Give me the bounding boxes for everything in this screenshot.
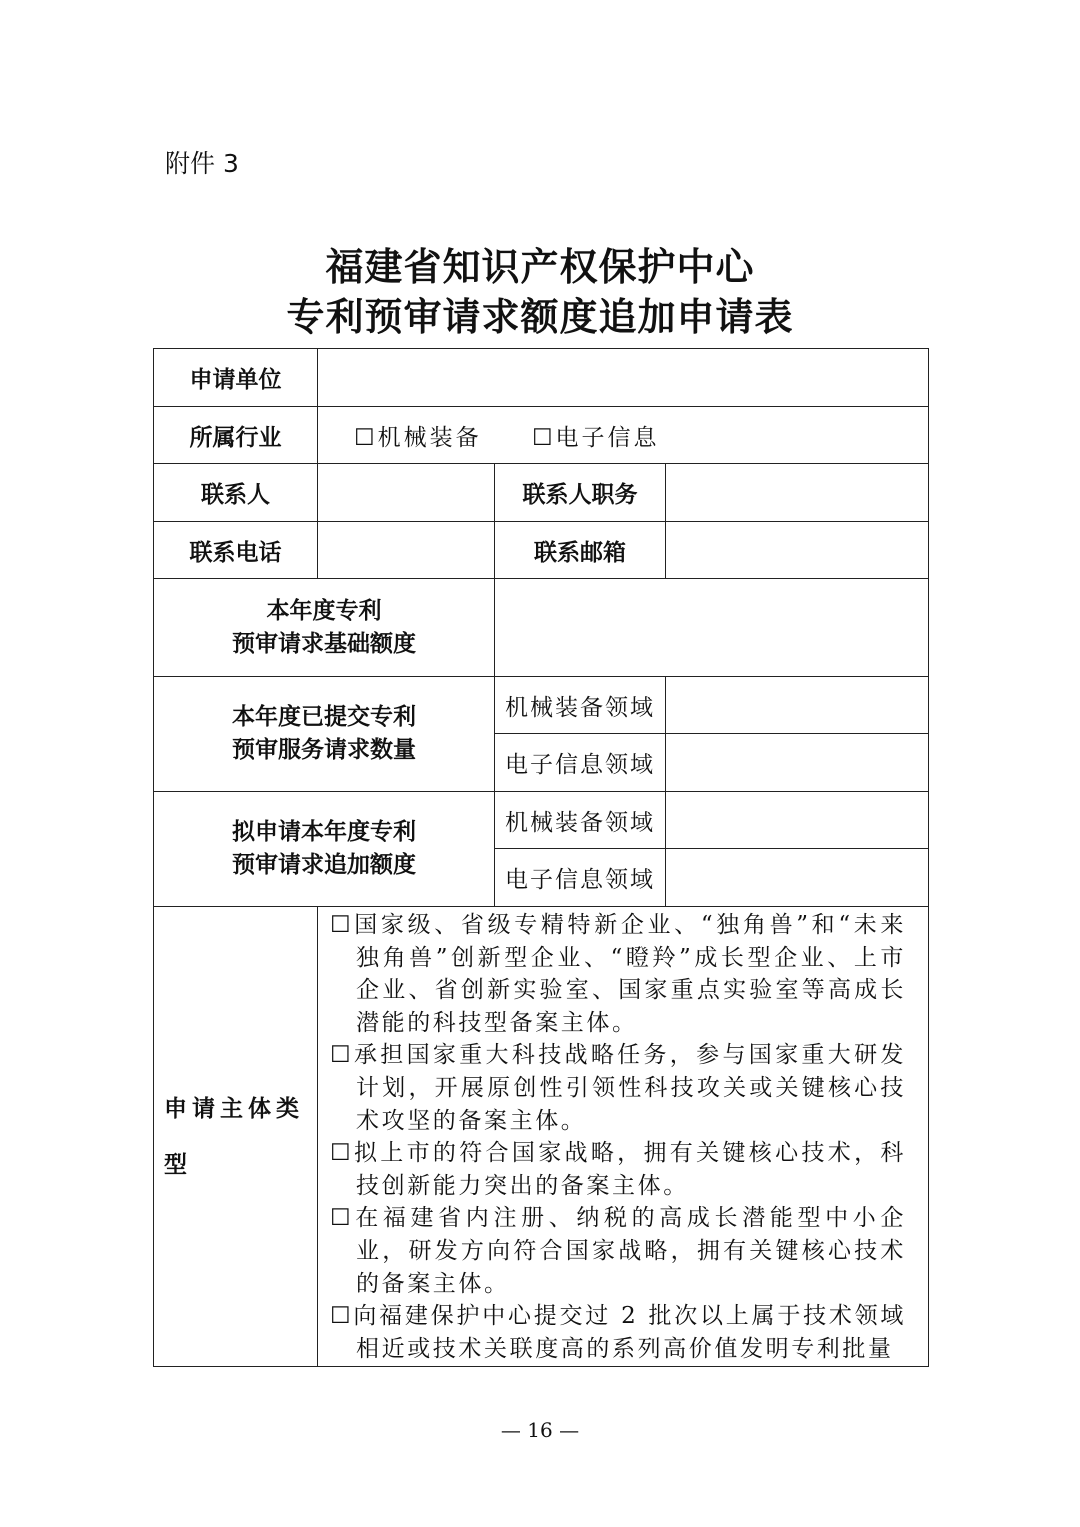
email-label: 联系邮箱 xyxy=(495,522,666,579)
industry-checkbox-electronic[interactable]: ☐电子信息 xyxy=(531,424,660,451)
additional-elec-field[interactable] xyxy=(666,849,929,907)
applicant-type-label xyxy=(154,907,318,1367)
submitted-elec-domain-label: 电子信息领域 xyxy=(495,734,666,792)
page-title-line2: 专利预审请求额度追加申请表 xyxy=(286,294,794,339)
applicant-type-options xyxy=(318,907,929,1367)
submitted-label-line2: 预审服务请求数量 xyxy=(232,737,416,763)
row-contact xyxy=(154,464,929,522)
applicant-field[interactable] xyxy=(318,349,929,407)
row-additional-mech xyxy=(154,792,929,849)
base-quota-label-line2: 预审请求基础额度 xyxy=(232,630,416,657)
additional-elec-domain-label: 电子信息领域 xyxy=(495,849,666,907)
applicant-type-label-line2: 型 xyxy=(164,1151,192,1178)
attachment-label: 附件 3 xyxy=(165,149,239,178)
contact-field[interactable] xyxy=(318,464,495,522)
additional-mech-field[interactable] xyxy=(666,792,929,849)
industry-checkbox-mechanical[interactable]: ☐机械装备 xyxy=(354,424,482,451)
phone-label: 联系电话 xyxy=(154,522,318,579)
applicant-type-option-3[interactable]: ☐拟上市的符合国家战略，拥有关键核心技术，科技创新能力突出的备案主体。 xyxy=(330,1140,906,1199)
additional-quota-label xyxy=(154,792,495,907)
application-form-table xyxy=(153,348,929,1367)
additional-mech-domain-label: 机械装备领域 xyxy=(495,792,666,849)
row-base-quota xyxy=(154,579,929,677)
submitted-count-label xyxy=(154,677,495,792)
applicant-type-option-1[interactable]: ☐国家级、省级专精特新企业、“独角兽”和“未来独角兽”创新型企业、“瞪羚”成长型企业、上市企业、省创新实验室、国家重点实验室等高成长潜能的科技型备案主体。 xyxy=(330,912,906,1036)
additional-label-line2: 预审请求追加额度 xyxy=(232,852,416,878)
submitted-mech-domain-label: 机械装备领域 xyxy=(495,677,666,734)
applicant-type-option-4[interactable]: ☐在福建省内注册、纳税的高成长潜能型中小企业，研发方向符合国家战略，拥有关键核心技术的备案主体。 xyxy=(330,1205,906,1297)
email-field[interactable] xyxy=(666,522,929,579)
industry-options xyxy=(318,407,929,464)
base-quota-field[interactable] xyxy=(495,579,929,677)
row-applicant xyxy=(154,349,929,407)
row-phone xyxy=(154,522,929,579)
industry-label: 所属行业 xyxy=(154,407,318,464)
submitted-mech-field[interactable] xyxy=(666,677,929,734)
contact-title-field[interactable] xyxy=(666,464,929,522)
row-applicant-type xyxy=(154,907,929,1367)
page-number: — 16 — xyxy=(500,1418,580,1442)
base-quota-label-line1: 本年度专利 xyxy=(266,597,382,624)
submitted-label-line1: 本年度已提交专利 xyxy=(232,704,416,730)
submitted-elec-field[interactable] xyxy=(666,734,929,792)
row-industry xyxy=(154,407,929,464)
base-quota-label xyxy=(154,579,495,677)
contact-label: 联系人 xyxy=(154,464,318,522)
applicant-type-option-5[interactable]: ☐向福建保护中心提交过 2 批次以上属于技术领域相近或技术关联度高的系列高价值发明专利批量 xyxy=(330,1303,906,1362)
additional-label-line1: 拟申请本年度专利 xyxy=(232,819,416,845)
applicant-label: 申请单位 xyxy=(154,349,318,407)
applicant-type-option-2[interactable]: ☐承担国家重大科技战略任务，参与国家重大研发计划，开展原创性引领性科技攻关或关键核心技术攻坚的备案主体。 xyxy=(330,1042,906,1134)
contact-title-label: 联系人职务 xyxy=(495,464,666,522)
applicant-type-label-line1: 申请主体类 xyxy=(164,1095,304,1122)
phone-field[interactable] xyxy=(318,522,495,579)
row-submitted-mech xyxy=(154,677,929,734)
page-title-line1: 福建省知识产权保护中心 xyxy=(325,244,755,289)
